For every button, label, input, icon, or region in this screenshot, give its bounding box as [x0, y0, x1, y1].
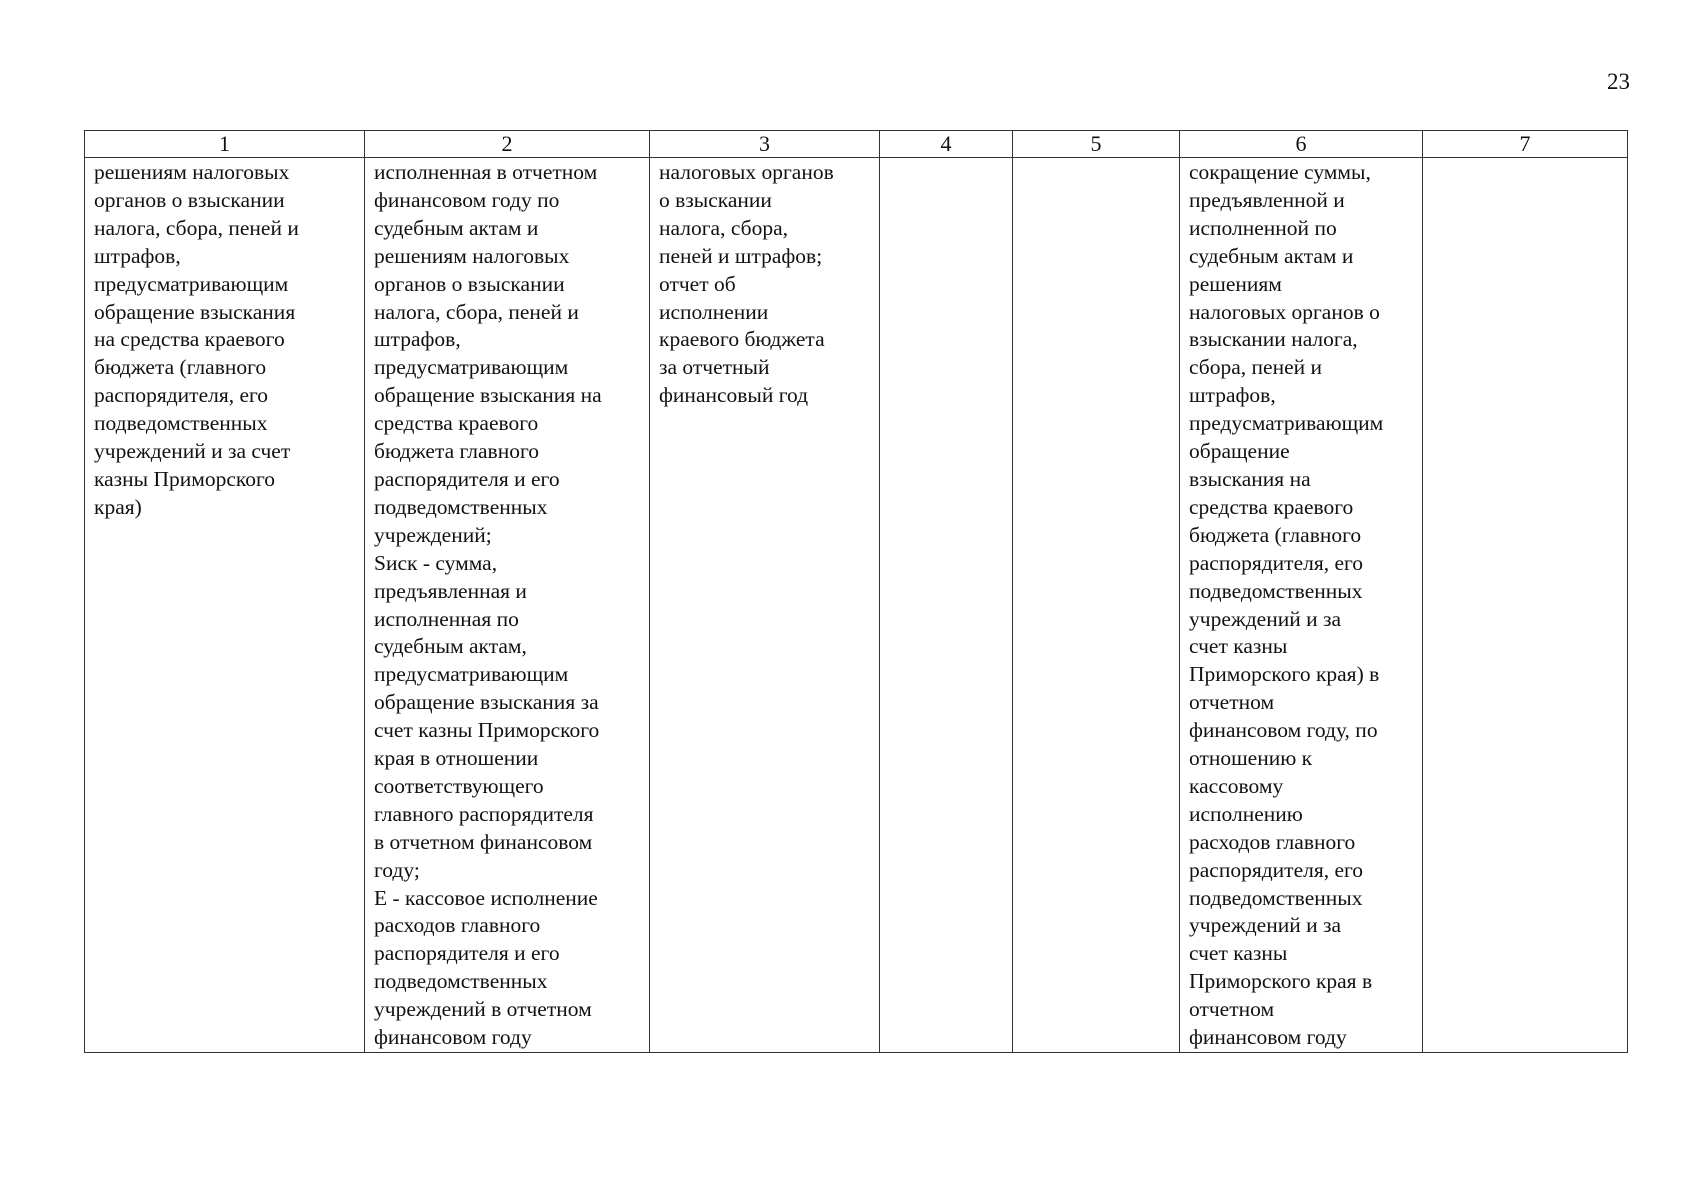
table-cell-col-5: [1013, 158, 1180, 1053]
table-cell-col-4: [880, 158, 1013, 1053]
table-row: [85, 158, 1628, 1053]
criteria-table: [84, 130, 1628, 1053]
cell-text-col-1: решениям налоговых органов о взыскании налога, сбора, пеней и штрафов, предусматривающим обращение взыскания на средства краевого бюджета (главного распорядителя, его подведомственных учреждений и за счет казны Приморского края): [94, 160, 299, 519]
column-header-6: 6: [1180, 131, 1423, 158]
column-header-7: 7: [1423, 131, 1628, 158]
table-header-row: [85, 131, 1628, 158]
cell-text-col-3: налоговых органов о взыскании налога, сбора, пеней и штрафов; отчет об исполнении краевого бюджета за отчетный финансовый год: [659, 160, 834, 408]
table-cell-col-7: [1423, 158, 1628, 1053]
table-cell-col-1: [85, 158, 365, 1053]
table-cell-col-3: [650, 158, 880, 1053]
column-header-3: 3: [650, 131, 880, 158]
cell-text-col-7: [1423, 158, 1627, 159]
column-header-4: 4: [880, 131, 1013, 158]
cell-text-col-5: [1013, 158, 1179, 159]
column-header-2: 2: [365, 131, 650, 158]
cell-text-col-4: [880, 158, 1012, 159]
cell-text-col-2: исполненная в отчетном финансовом году по судебным актам и решениям налоговых органов о взыскании налога, сбора, пеней и штрафов, предусматривающим обращение взыскания на средства краевого бюджета главного распорядителя и его подведомственных учреждений; Sиск - сумма, предъявленная и исполненная по судебным актам, предусматривающим обращение взыскания за счет казны Приморского края в отношении соответствующего главного распорядителя в отчетном финансовом году; E - кассовое исполнение расходов главного распорядителя и его подведомственных учреждений в отчетном финансовом году: [374, 160, 602, 1050]
table-cell-col-6: [1180, 158, 1423, 1053]
column-header-5: 5: [1013, 131, 1180, 158]
page-number: 23: [1607, 69, 1630, 94]
column-header-1: 1: [85, 131, 365, 158]
table-cell-col-2: [365, 158, 650, 1053]
cell-text-col-6: сокращение суммы, предъявленной и исполненной по судебным актам и решениям налоговых органов о взыскании налога, сбора, пеней и штрафов, предусматривающим обращение взыскания на средства краевого бюджета (главного распорядителя, его подведомственных учреждений и за счет казны Приморского края) в отчетном финансовом году, по отношению к кассовому исполнению расходов главного распорядителя, его подведомственных учреждений и за счет казны Приморского края в отчетном финансовом году: [1189, 160, 1384, 1050]
